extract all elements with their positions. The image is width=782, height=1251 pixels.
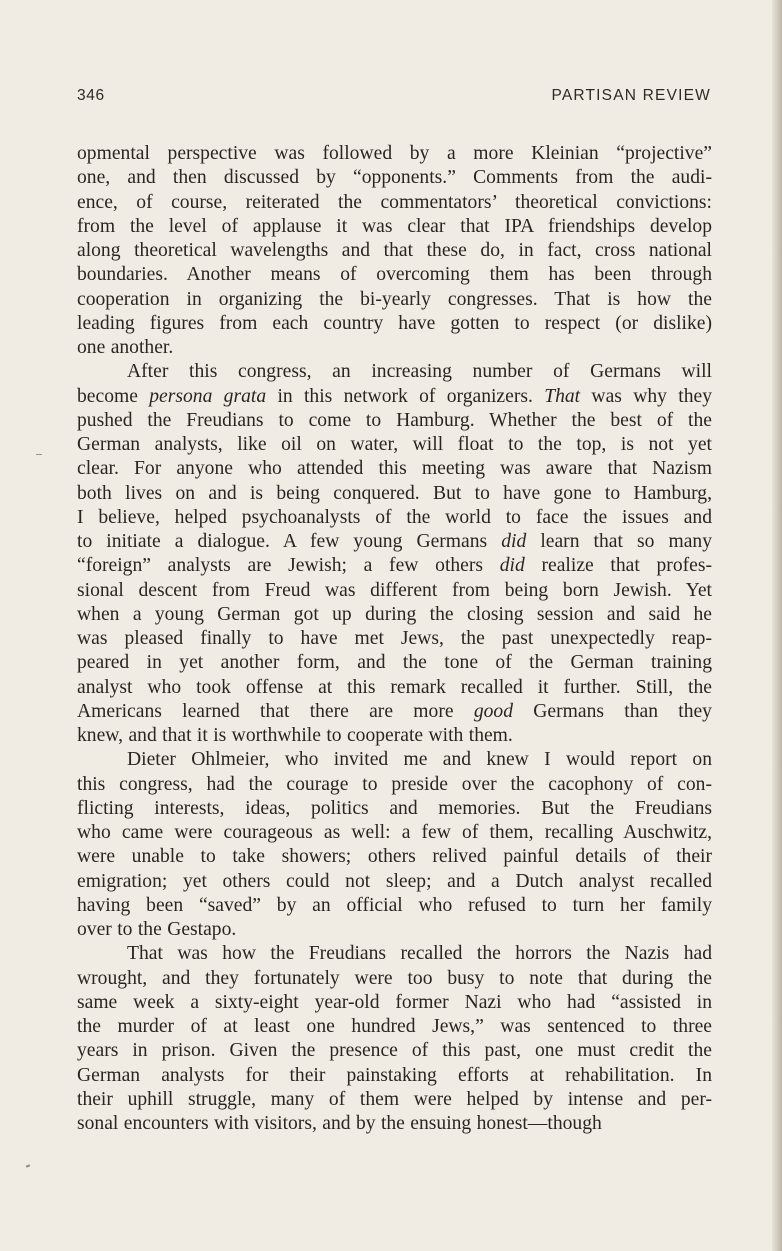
- page-edge: [772, 0, 782, 1251]
- paragraph: [77, 142, 712, 360]
- emphasis: did: [499, 555, 525, 577]
- text-line: That was how the Freudians recalled the horrors the Nazis had: [127, 943, 712, 965]
- text-line: both lives on and is being conquered. But to have gone to Hamburg,: [77, 482, 712, 504]
- text-line: emigration; yet others could not sleep; and a Dutch analyst recalled: [77, 870, 712, 892]
- text-line: flicting interests, ideas, politics and memories. But the Freudians: [77, 797, 712, 819]
- emphasis: That: [544, 385, 581, 407]
- emphasis: good: [473, 700, 513, 722]
- body-text: [77, 142, 712, 1136]
- page-number: 346: [77, 87, 105, 104]
- text-line: were unable to take showers; others relived painful details of their: [77, 846, 712, 868]
- emphasis: persona grata: [149, 385, 267, 407]
- text-line: having been “saved” by an official who refused to turn her family: [77, 894, 712, 916]
- text-line: sional descent from Freud was different from being born Jewish. Yet: [77, 579, 712, 601]
- text-line: wrought, and they fortunately were too busy to note that during the: [77, 967, 712, 989]
- text-line: along theoretical wavelengths and that these do, in fact, cross national: [77, 240, 712, 261]
- text-line: leading figures from each country have gotten to respect (or dislike): [77, 312, 712, 334]
- text-line: this congress, had the courage to preside over the cacophony of con-: [77, 773, 712, 795]
- text-line: years in prison. Given the presence of this past, one must credit the: [77, 1040, 712, 1062]
- margin-mark: [26, 1164, 30, 1167]
- text-line: analyst who took offense at this remark recalled it further. Still, the: [77, 676, 712, 698]
- text-line: ence, of course, reiterated the commentators’ theoretical convictions:: [77, 191, 712, 213]
- text-line: knew, and that it is worthwhile to cooperate with them.: [77, 725, 513, 746]
- text-line: become persona grata in this network of organizers. That was why they: [77, 385, 712, 407]
- text-line: the murder of at least one hundred Jews,” was sentenced to three: [77, 1016, 712, 1037]
- text-line: sonal encounters with visitors, and by the ensuing honest—though: [77, 1113, 602, 1134]
- text-line: one another.: [77, 337, 174, 358]
- text-line: when a young German got up during the closing session and said he: [77, 603, 712, 625]
- text-line: Americans learned that there are more good Germans than they: [77, 700, 712, 722]
- text-line: After this congress, an increasing number of Germans will: [127, 361, 712, 383]
- text-line: opmental perspective was followed by a more Kleinian “projective”: [77, 143, 712, 164]
- text-line: to initiate a dialogue. A few young Germans did learn that so many: [77, 531, 712, 552]
- emphasis: did: [501, 531, 527, 552]
- text-line: German analysts, like oil on water, will float to the top, is not yet: [77, 434, 712, 455]
- paragraph: [77, 748, 712, 942]
- text-line: “foreign” analysts are Jewish; a few others did realize that profes-: [77, 555, 712, 577]
- text-line: pushed the Freudians to come to Hamburg. Whether the best of the: [77, 409, 712, 431]
- text-line: boundaries. Another means of overcoming them has been through: [77, 264, 712, 286]
- margin-mark: [36, 454, 42, 455]
- text-line: I believe, helped psychoanalysts of the world to face the issues and: [77, 506, 712, 528]
- text-line: same week a sixty-eight year-old former Nazi who had “assisted in: [77, 991, 712, 1013]
- running-header: [77, 87, 711, 109]
- text-line: one, and then discussed by “opponents.” Comments from the audi-: [77, 167, 712, 189]
- text-line: their uphill struggle, many of them were helped by intense and per-: [77, 1088, 712, 1110]
- text-line: was pleased finally to have met Jews, the past unexpectedly reap-: [77, 628, 712, 649]
- text-line: Dieter Ohlmeier, who invited me and knew I would report on: [127, 749, 712, 771]
- text-line: over to the Gestapo.: [77, 919, 237, 940]
- text-line: peared in yet another form, and the tone of the German training: [77, 652, 712, 674]
- text-line: clear. For anyone who attended this meeting was aware that Nazism: [77, 458, 712, 480]
- running-title: PARTISAN REVIEW: [551, 87, 711, 104]
- text-line: cooperation in organizing the bi-yearly congresses. That is how the: [77, 288, 712, 310]
- text-line: who came were courageous as well: a few of them, recalling Auschwitz,: [77, 822, 712, 843]
- paragraph: [77, 942, 712, 1136]
- paragraph: [77, 360, 712, 748]
- text-line: German analysts for their painstaking efforts at rehabilitation. In: [77, 1064, 712, 1086]
- text-line: from the level of applause it was clear that IPA friendships develop: [77, 215, 712, 237]
